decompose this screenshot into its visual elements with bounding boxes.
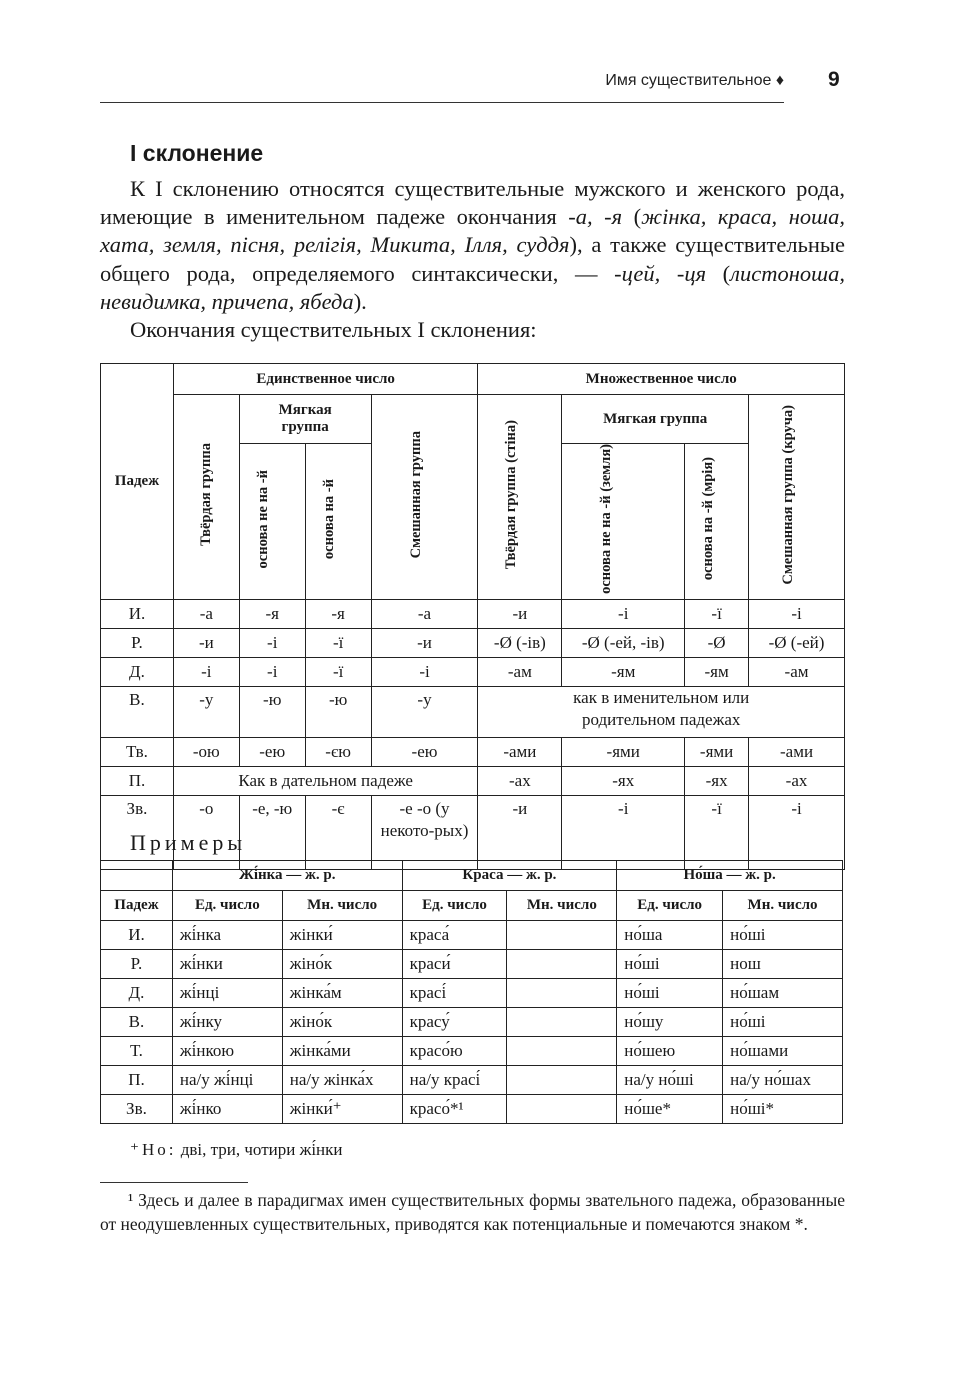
ending-cell: -і <box>371 657 478 686</box>
case-label: Зв. <box>101 1095 173 1124</box>
ending-cell: -у <box>371 686 478 737</box>
table-row <box>101 921 843 950</box>
footnote <box>100 1189 845 1236</box>
form-cell: но́ша <box>617 921 723 950</box>
ending-cell: -ями <box>685 737 749 766</box>
note-text: дві, три, чотири жі́нки <box>180 1140 343 1159</box>
ending-cell: -ям <box>685 657 749 686</box>
ending-cell: -Ø (-ів) <box>478 628 562 657</box>
table-row <box>101 737 845 766</box>
pl-header: Мн. число <box>507 891 617 921</box>
case-label: П. <box>101 766 174 795</box>
ending-cell: -ею <box>371 737 478 766</box>
form-cell: краса́ <box>402 921 507 950</box>
endings-table <box>100 363 845 870</box>
ending-cell: -єю <box>305 737 371 766</box>
ending-cell: -і <box>239 657 305 686</box>
form-cell: но́ші <box>723 1008 843 1037</box>
ending-cell: -и <box>173 628 239 657</box>
pl-soft-a-header: основа не на -й (земля) <box>598 444 615 594</box>
ending-cell: -Ø <box>685 628 749 657</box>
form-cell: красо́ю <box>402 1037 507 1066</box>
singular-header: Единственное число <box>173 364 478 395</box>
ending-cell: -ї <box>685 795 749 869</box>
ending-cell: -о <box>173 795 239 869</box>
ending-cell: -ї <box>685 599 749 628</box>
form-cell: на/у но́ші <box>617 1066 723 1095</box>
case-label: И. <box>101 599 174 628</box>
ending-cell: -я <box>239 599 305 628</box>
form-cell: нош <box>723 950 843 979</box>
form-cell <box>507 1008 617 1037</box>
word-header-nosha: Но́ша — ж. р. <box>617 861 843 891</box>
case-label: П. <box>101 1066 173 1095</box>
form-cell: жінка́ми <box>282 1037 402 1066</box>
form-cell: на/у красі́ <box>402 1066 507 1095</box>
ending-cell: -ею <box>239 737 305 766</box>
word-header-krasa: Краса — ж. р. <box>402 861 617 891</box>
ending-cell: -ям <box>562 657 685 686</box>
form-cell: жіно́к <box>282 950 402 979</box>
plural-accusative-note: как в именительном или родительном падежах <box>478 686 845 737</box>
ending-cell: -ю <box>239 686 305 737</box>
ending-cell: -а <box>173 599 239 628</box>
ending-cell: -і <box>239 628 305 657</box>
ending-cell: -і <box>749 599 845 628</box>
table-row <box>101 657 845 686</box>
ending-cell: -ам <box>749 657 845 686</box>
ending-cell: -є <box>305 795 371 869</box>
form-cell: на/у жінка́х <box>282 1066 402 1095</box>
table-row <box>101 599 845 628</box>
form-cell: жі́нкою <box>172 1037 282 1066</box>
intro-paragraph-1: К I склонению относятся существительные мужского и женского рода, имеющие в именительном падеже окончания -а, -я (жінка, краса, ноша, хата, земля, пісня, релігія, Микита, Ілля, суддя), а также существительные общего рода, определяемого синтаксически, — -цей, -ця (листоноша, невидимка, причепа, ябеда). <box>100 176 845 314</box>
case-label: Д. <box>101 979 173 1008</box>
case-label: Т. <box>101 1037 173 1066</box>
form-cell: жінки́⁺ <box>282 1095 402 1124</box>
ending-cell: -у <box>173 686 239 737</box>
form-cell: на/у жі́нці <box>172 1066 282 1095</box>
ending-cell: -ях <box>562 766 685 795</box>
form-cell <box>507 1095 617 1124</box>
form-cell <box>507 950 617 979</box>
pl-hard-header: Твёрдая группа (стіна) <box>502 419 519 570</box>
sg-soft-a-header: основа не на -й <box>255 469 272 569</box>
table-row <box>101 979 843 1008</box>
pl-header: Мн. число <box>723 891 843 921</box>
ending-cell: -ам <box>478 657 562 686</box>
form-cell: красу́ <box>402 1008 507 1037</box>
form-cell: жі́нку <box>172 1008 282 1037</box>
ending-cell: -ами <box>478 737 562 766</box>
case-label: И. <box>101 921 173 950</box>
ending-cell: -Ø (-ей, -ів) <box>562 628 685 657</box>
table-row <box>101 628 845 657</box>
form-cell <box>507 1037 617 1066</box>
sg-header: Ед. число <box>172 891 282 921</box>
case-header: Падеж <box>101 364 174 600</box>
case-label: В. <box>101 1008 173 1037</box>
table-row <box>101 1095 843 1124</box>
form-cell: но́ші <box>617 950 723 979</box>
form-cell: краси́ <box>402 950 507 979</box>
ending-cell: -е -о (у некото-рых) <box>371 795 478 869</box>
sg-soft-b-header: основа на -й <box>321 478 338 559</box>
footnote-divider <box>100 1182 248 1183</box>
sg-soft-header: Мягкая группа <box>239 395 371 444</box>
ending-cell: -и <box>478 795 562 869</box>
ending-cell: -і <box>173 657 239 686</box>
singular-prepositional-note: Как в дательном падеже <box>173 766 478 795</box>
case-label: В. <box>101 686 174 737</box>
case-header: Падеж <box>101 891 173 921</box>
ending-cell: -і <box>749 795 845 869</box>
form-cell: жі́нка <box>172 921 282 950</box>
page-number: 9 <box>828 68 840 91</box>
ending-cell: -ї <box>305 657 371 686</box>
ending-cell: -ах <box>478 766 562 795</box>
table-row <box>101 1008 843 1037</box>
form-cell: красо́*¹ <box>402 1095 507 1124</box>
form-cell: жіно́к <box>282 1008 402 1037</box>
table-row <box>101 950 843 979</box>
pl-mixed-header: Смешанная группа (круча) <box>779 404 796 585</box>
table-row <box>101 766 845 795</box>
form-cell: но́ші <box>723 921 843 950</box>
pl-header: Мн. число <box>282 891 402 921</box>
table-row <box>101 1066 843 1095</box>
pl-soft-b-header: основа на -й (мрія) <box>699 457 716 581</box>
note-label: ⁺Но: <box>130 1140 177 1159</box>
word-header-zhinka: Жі́нка — ж. р. <box>172 861 402 891</box>
section-heading: I склонение <box>130 140 264 166</box>
ending-cell: -ах <box>749 766 845 795</box>
ending-cell: -и <box>478 599 562 628</box>
ending-cell: -Ø (-ей) <box>749 628 845 657</box>
corner-cell <box>101 861 173 891</box>
form-cell: но́шею <box>617 1037 723 1066</box>
form-cell: но́шам <box>723 979 843 1008</box>
case-label: Д. <box>101 657 174 686</box>
ending-cell: -ю <box>305 686 371 737</box>
sg-header: Ед. число <box>402 891 507 921</box>
form-cell: но́ші* <box>723 1095 843 1124</box>
form-cell: но́ші <box>617 979 723 1008</box>
intro-text <box>100 175 845 344</box>
ending-cell: -а <box>371 599 478 628</box>
form-cell: на/у но́шах <box>723 1066 843 1095</box>
pl-soft-header: Мягкая группа <box>562 395 749 444</box>
plural-header: Множественное число <box>478 364 845 395</box>
ending-cell: -ях <box>685 766 749 795</box>
examples-table <box>100 860 843 1124</box>
form-cell: но́шами <box>723 1037 843 1066</box>
form-cell: жі́нко <box>172 1095 282 1124</box>
plural-note <box>130 1140 343 1160</box>
sg-header: Ед. число <box>617 891 723 921</box>
form-cell <box>507 979 617 1008</box>
ending-cell: -і <box>562 599 685 628</box>
case-label: Р. <box>101 628 174 657</box>
form-cell: жінка́м <box>282 979 402 1008</box>
case-label: Тв. <box>101 737 174 766</box>
examples-title: Примеры <box>130 830 247 855</box>
case-label: Зв. <box>101 795 174 869</box>
form-cell: жінки́ <box>282 921 402 950</box>
sg-hard-header: Твёрдая группа <box>197 443 214 546</box>
ending-cell: -я <box>305 599 371 628</box>
footnote-text: ¹ Здесь и далее в парадигмах имен существительных формы звательного падежа, образованные от неодушевленных существительных, приводятся как потенциальные и помечаются знаком *. <box>100 1190 845 1234</box>
intro-paragraph-2: Окончания существительных I склонения: <box>130 317 537 343</box>
ending-cell: -ами <box>749 737 845 766</box>
running-header <box>100 68 784 103</box>
form-cell: красі́ <box>402 979 507 1008</box>
form-cell: но́ше* <box>617 1095 723 1124</box>
ending-cell: -и <box>371 628 478 657</box>
ending-cell: -і <box>562 795 685 869</box>
ending-cell: -ями <box>562 737 685 766</box>
table-row <box>101 1037 843 1066</box>
form-cell: жі́нці <box>172 979 282 1008</box>
ending-cell: -ою <box>173 737 239 766</box>
running-header-title: Имя существительное ♦ <box>605 72 784 89</box>
ending-cell: -е, -ю <box>239 795 305 869</box>
table-row <box>101 686 845 737</box>
form-cell: жі́нки <box>172 950 282 979</box>
form-cell: но́шу <box>617 1008 723 1037</box>
case-label: Р. <box>101 950 173 979</box>
ending-cell: -ї <box>305 628 371 657</box>
form-cell <box>507 921 617 950</box>
form-cell <box>507 1066 617 1095</box>
sg-mixed-header: Смешанная группа <box>407 430 424 559</box>
